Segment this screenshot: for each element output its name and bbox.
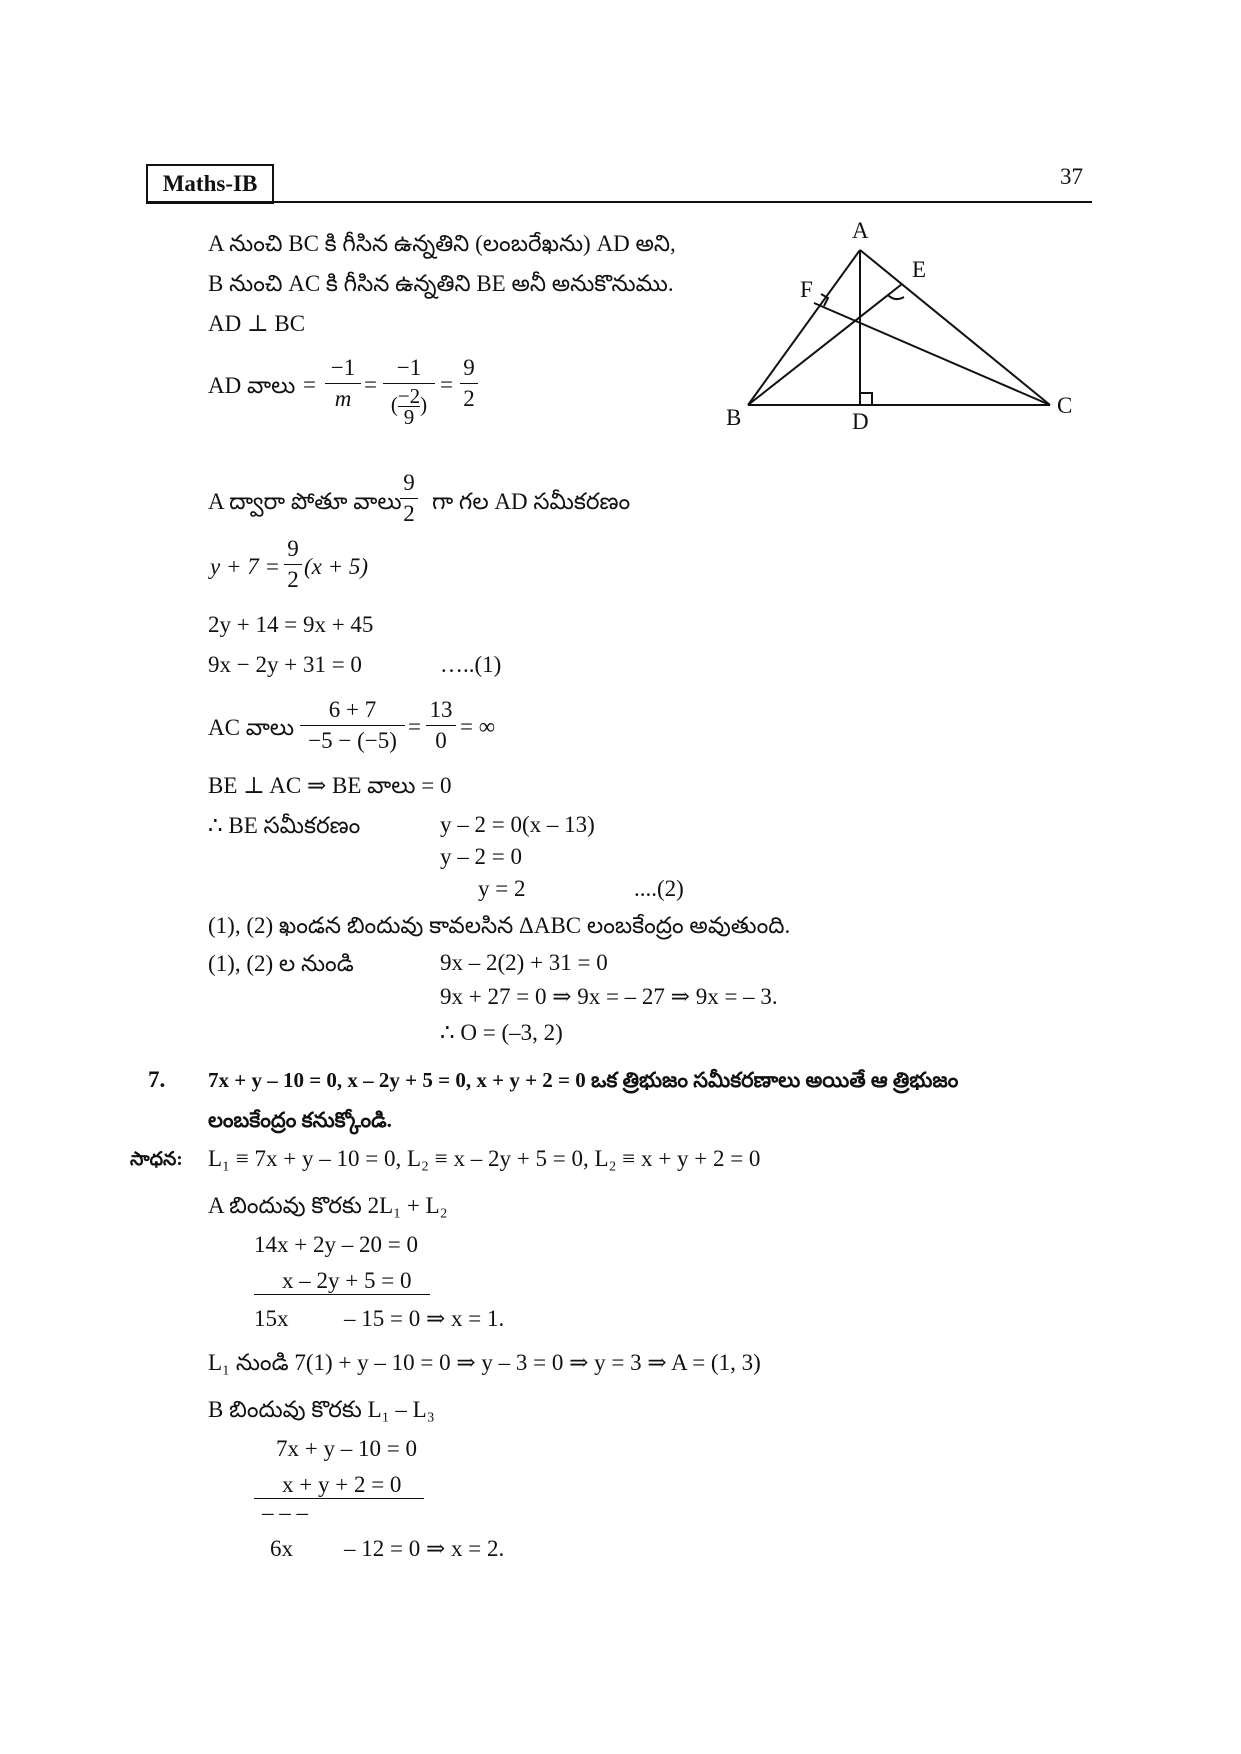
problem-line-1: 7x + y – 10 = 0, x – 2y + 5 = 0, x + y + 2 = 0 ఒక త్రిభుజం సమీకరణాలు అయితే ఆ త్రిభుజం bbox=[208, 1068, 959, 1092]
equals-sign: = bbox=[303, 372, 316, 397]
frac-den: 0 bbox=[435, 728, 447, 753]
frac-den: 2 bbox=[463, 386, 475, 411]
eq-ad-3-tag: …..(1) bbox=[440, 652, 502, 677]
a-line-1: 14x + 2y – 20 = 0 bbox=[254, 1232, 418, 1257]
problem-line-2: లంబకేంద్రం కనుక్కోండి. bbox=[208, 1108, 392, 1132]
right-angle-d bbox=[860, 393, 872, 405]
label-e: E bbox=[912, 257, 927, 282]
a-line-3-right: – 15 = 0 ⇒ x = 1. bbox=[344, 1306, 505, 1331]
be-eq-label: ∴ BE సమీకరణం bbox=[208, 813, 361, 838]
problem-number: 7. bbox=[148, 1067, 166, 1092]
solve-line-3: ∴ O = (–3, 2) bbox=[440, 1020, 563, 1045]
intersection-text: (1), (2) ఖండన బిందువు కావలసిన ΔABC లంబకేంద్రం అవుతుంది. bbox=[208, 913, 791, 938]
solve-label: (1), (2) ల నుండి bbox=[208, 951, 354, 976]
b-line-3-right: – 12 = 0 ⇒ x = 2. bbox=[344, 1536, 505, 1561]
side-ab bbox=[748, 250, 860, 405]
frac-num: 13 bbox=[429, 697, 453, 722]
frac-num: −1 bbox=[396, 355, 422, 380]
nested-frac: ($\frac{-2}{9}$ ) bbox=[390, 384, 428, 429]
inner-num: −2 bbox=[397, 384, 421, 408]
label-b: B bbox=[726, 405, 742, 430]
frac-num: 9 bbox=[287, 536, 299, 561]
solution-lines-def: L₁ ≡ 7x + y – 10 = 0, L₂ ≡ x – 2y + 5 = 0, L₂ ≡ x + y + 2 = 0 bbox=[208, 1146, 761, 1171]
b-signs: – – – bbox=[262, 1500, 308, 1525]
be-eq-line-1: y – 2 = 0(x – 13) bbox=[440, 812, 595, 837]
a-line-3-left: 15x bbox=[254, 1306, 289, 1331]
label-f: F bbox=[800, 277, 813, 302]
through-a-frac bbox=[400, 470, 418, 527]
label-d: D bbox=[852, 409, 869, 434]
ad-slope-frac-3 bbox=[460, 355, 478, 412]
equals-sign: = bbox=[364, 372, 377, 397]
label-c: C bbox=[1057, 393, 1073, 418]
be-eq-tag: ....(2) bbox=[634, 876, 684, 901]
b-line-2: x + y + 2 = 0 bbox=[254, 1472, 424, 1499]
b-line-1: 7x + y – 10 = 0 bbox=[276, 1436, 417, 1461]
frac-num: 9 bbox=[463, 355, 475, 380]
point-a-title: A బిందువు కొరకు 2L₁ + L₂ bbox=[208, 1193, 448, 1218]
frac-den: −5 − (−5) bbox=[308, 728, 397, 753]
ac-slope-frac-1 bbox=[300, 697, 405, 754]
eq-ad-1-rhs: (x + 5) bbox=[304, 554, 369, 579]
ad-slope-frac-1 bbox=[325, 355, 361, 412]
frac-num: 9 bbox=[403, 470, 415, 495]
point-b-title: B బిందువు కొరకు L₁ – L₃ bbox=[208, 1397, 435, 1422]
page-number: 37 bbox=[1060, 164, 1083, 189]
frac-den: 2 bbox=[403, 501, 415, 526]
ad-slope-frac-2 bbox=[383, 355, 435, 427]
ac-slope-result: = ∞ bbox=[460, 714, 496, 739]
be-eq-line-3: y = 2 bbox=[478, 876, 526, 901]
solution-label: సాధన: bbox=[130, 1149, 183, 1170]
solve-line-1: 9x – 2(2) + 31 = 0 bbox=[440, 950, 608, 975]
be-eq-line-2: y – 2 = 0 bbox=[440, 844, 522, 869]
frac-den: 2 bbox=[287, 567, 299, 592]
equals-sign: = bbox=[440, 372, 453, 397]
ac-slope-frac-2 bbox=[426, 697, 456, 754]
header-rule bbox=[146, 201, 1092, 203]
inner-den: 9 bbox=[398, 406, 420, 427]
eq-ad-1-frac bbox=[284, 536, 302, 593]
right-angle-e bbox=[888, 295, 904, 299]
from-l1: L₁ నుండి 7(1) + y – 10 = 0 ⇒ y – 3 = 0 ⇒ y = 3 ⇒ A = (1, 3) bbox=[208, 1350, 761, 1375]
frac-num: −1 bbox=[330, 355, 356, 380]
intro-line-1: A నుంచి BC కి గీసిన ఉన్నతిని (లంబరేఖను) AD అని, bbox=[208, 231, 676, 256]
ac-slope-label: AC వాలు bbox=[208, 715, 295, 740]
equals-sign: = bbox=[408, 714, 421, 739]
be-perp: BE ⊥ AC ⇒ BE వాలు = 0 bbox=[208, 773, 452, 798]
triangle-figure bbox=[720, 220, 1090, 440]
through-a-suffix: గా గల AD సమీకరణం bbox=[432, 489, 631, 514]
altitude-cf bbox=[814, 303, 1050, 405]
a-line-2: x – 2y + 5 = 0 bbox=[254, 1268, 430, 1295]
intro-line-3: AD ⊥ BC bbox=[208, 311, 306, 336]
b-line-3-left: 6x bbox=[270, 1536, 293, 1561]
solve-line-2: 9x + 27 = 0 ⇒ 9x = – 27 ⇒ 9x = – 3. bbox=[440, 984, 778, 1009]
label-a: A bbox=[852, 220, 869, 243]
through-a-prefix: A ద్వారా పోతూ వాలు bbox=[208, 489, 402, 514]
frac-num: 6 + 7 bbox=[328, 697, 377, 722]
ad-slope-label: AD వాలు bbox=[208, 373, 296, 398]
eq-ad-1-lhs: y + 7 = bbox=[210, 554, 280, 579]
subject-header: Maths-IB bbox=[146, 164, 274, 204]
frac-den: m bbox=[334, 386, 352, 411]
intro-line-2: B నుంచి AC కి గీసిన ఉన్నతిని BE అనీ అనుకొనుము. bbox=[208, 271, 674, 296]
side-ac bbox=[860, 250, 1050, 405]
eq-ad-2: 2y + 14 = 9x + 45 bbox=[208, 612, 374, 637]
eq-ad-3: 9x − 2y + 31 = 0 bbox=[208, 652, 362, 677]
